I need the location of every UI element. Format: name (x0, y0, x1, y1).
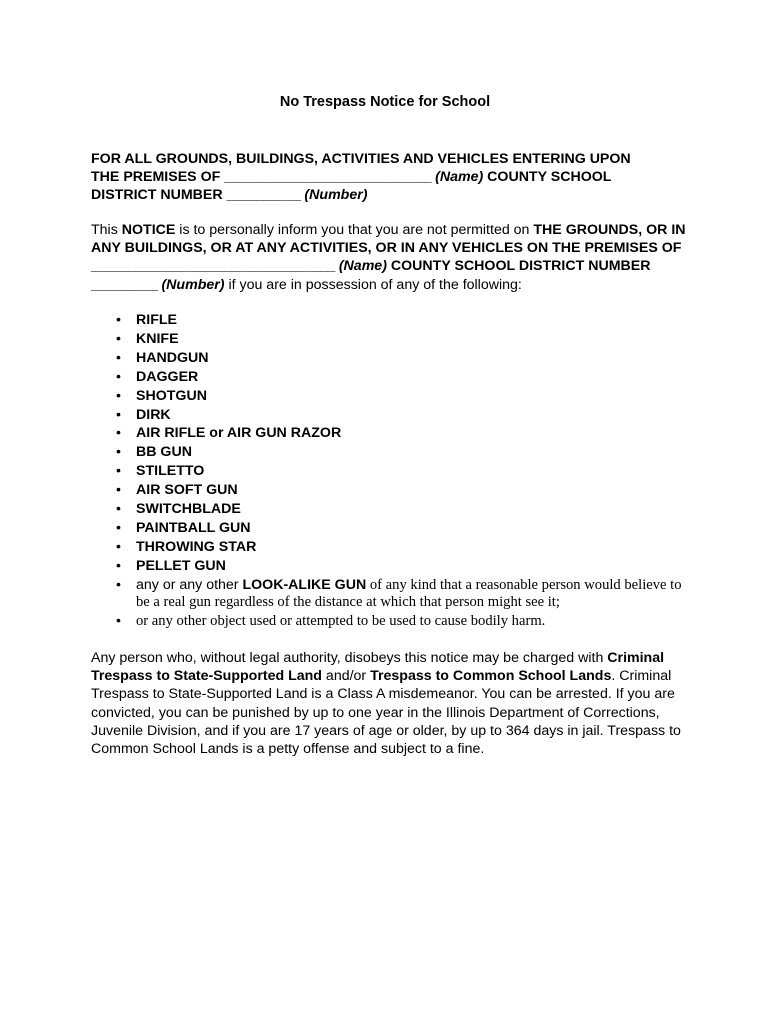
bullet-icon: • (116, 444, 121, 461)
name-placeholder: (Name) (431, 169, 484, 186)
bullet-icon: • (116, 425, 121, 442)
document-title: No Trespass Notice for School (279, 94, 491, 110)
list-item (91, 481, 691, 500)
item-label: THROWING STAR (136, 538, 257, 555)
list-item (91, 387, 691, 406)
list-item-other-object (91, 613, 691, 631)
list-item (91, 500, 691, 519)
penalty-text-2: and/or (321, 668, 371, 685)
lookalike-lead-text: any or any other (136, 576, 243, 593)
intro-name-placeholder: (Name) (334, 258, 387, 275)
intro-paragraph (91, 221, 691, 294)
heading-line-3 (91, 186, 691, 204)
intro-notice-word: NOTICE (121, 222, 176, 238)
notice-heading (91, 150, 691, 205)
list-item (91, 424, 691, 443)
bullet-icon: • (116, 538, 121, 555)
penalty-text-1: Any person who, without legal authority, disobeys this notice may be charged with (91, 650, 608, 666)
bullet-icon: • (116, 612, 121, 629)
item-label: AIR RIFLE or AIR GUN RAZOR (136, 425, 342, 442)
item-label: PELLET GUN (136, 557, 226, 574)
school-name-blank: ____________________________ (224, 169, 432, 186)
list-item (91, 538, 691, 557)
other-object-text: or any other object used or attempted to be used to cause bodily harm. (136, 612, 546, 629)
bullet-icon: • (116, 463, 121, 480)
bullet-icon: • (116, 406, 121, 423)
county-school-label: COUNTY SCHOOL (483, 169, 612, 186)
penalty-paragraph (91, 649, 691, 758)
intro-text-2: is to personally inform you that you are not permitted on (175, 222, 534, 238)
list-item (91, 519, 691, 538)
bullet-icon: • (116, 576, 121, 593)
district-number-label: DISTRICT NUMBER (91, 187, 227, 204)
bullet-icon: • (116, 387, 121, 404)
bullet-icon: • (116, 330, 121, 347)
list-item (91, 311, 691, 330)
intro-number-placeholder: (Number) (157, 276, 225, 293)
bullet-icon: • (116, 368, 121, 385)
intro-number-blank: _________ (91, 276, 158, 293)
item-label: AIR SOFT GUN (136, 482, 238, 499)
intro-text-1: This (91, 222, 122, 238)
list-item (91, 349, 691, 368)
list-item (91, 368, 691, 387)
list-item (91, 406, 691, 425)
item-label: DAGGER (136, 368, 199, 385)
list-item (91, 330, 691, 349)
bullet-icon: • (116, 557, 121, 574)
penalty-text-3: . Criminal Trespass to State-Supported Land is a Class A misdemeanor. You can be arrested. If you are convicted, you can be punished by up to one year in the Illinois Department of Corrections, Juvenile Division, and if you are 17 years of age or older, by up to 364 days in jail. Trespass to Common School Lands is a petty offense and subject to a fine. (91, 668, 681, 758)
intro-text-3: if you are in possession of any of the following: (224, 276, 522, 293)
bullet-icon: • (116, 482, 121, 499)
intro-name-blank: _________________________________ (91, 258, 335, 275)
item-label: KNIFE (136, 330, 179, 347)
list-item (91, 443, 691, 462)
prohibited-items-list (91, 311, 691, 630)
item-label: STILETTO (136, 463, 205, 480)
bullet-icon: • (116, 312, 121, 328)
heading-premises-label: THE PREMISES OF (91, 169, 225, 186)
item-label: DIRK (136, 406, 171, 423)
list-item-lookalike (91, 577, 691, 612)
number-placeholder: (Number) (300, 187, 368, 204)
list-item (91, 557, 691, 576)
item-label: SWITCHBLADE (136, 501, 241, 518)
heading-line-1: FOR ALL GROUNDS, BUILDINGS, ACTIVITIES AND VEHICLES ENTERING UPON (91, 151, 631, 167)
district-number-blank: __________ (226, 187, 301, 204)
lookalike-gun-term: LOOK-ALIKE GUN (242, 576, 367, 593)
intro-places: THE GROUNDS, OR IN ANY BUILDINGS, OR AT ANY ACTIVITIES, OR IN ANY VEHICLES ON THE PREMISES OF (91, 222, 686, 257)
item-label: PAINTBALL GUN (136, 519, 251, 536)
lookalike-lead (136, 577, 366, 593)
item-label: RIFLE (136, 312, 177, 328)
item-label: BB GUN (136, 444, 192, 461)
bullet-icon: • (116, 349, 121, 366)
criminal-trespass-term: Criminal Trespass to State-Supported Land (91, 650, 665, 685)
list-item (91, 462, 691, 481)
bullet-icon: • (116, 519, 121, 536)
bullet-icon: • (116, 501, 121, 518)
common-school-lands-term: Trespass to Common School Lands (370, 668, 612, 685)
item-label: HANDGUN (136, 349, 209, 366)
lookalike-description: of any kind that a reasonable person would believe to be a real gun regardless of the distance at which that person might see it; (136, 576, 682, 611)
heading-line-2 (91, 168, 691, 186)
item-label: SHOTGUN (136, 387, 207, 404)
intro-county-label: COUNTY SCHOOL DISTRICT NUMBER (386, 258, 651, 275)
